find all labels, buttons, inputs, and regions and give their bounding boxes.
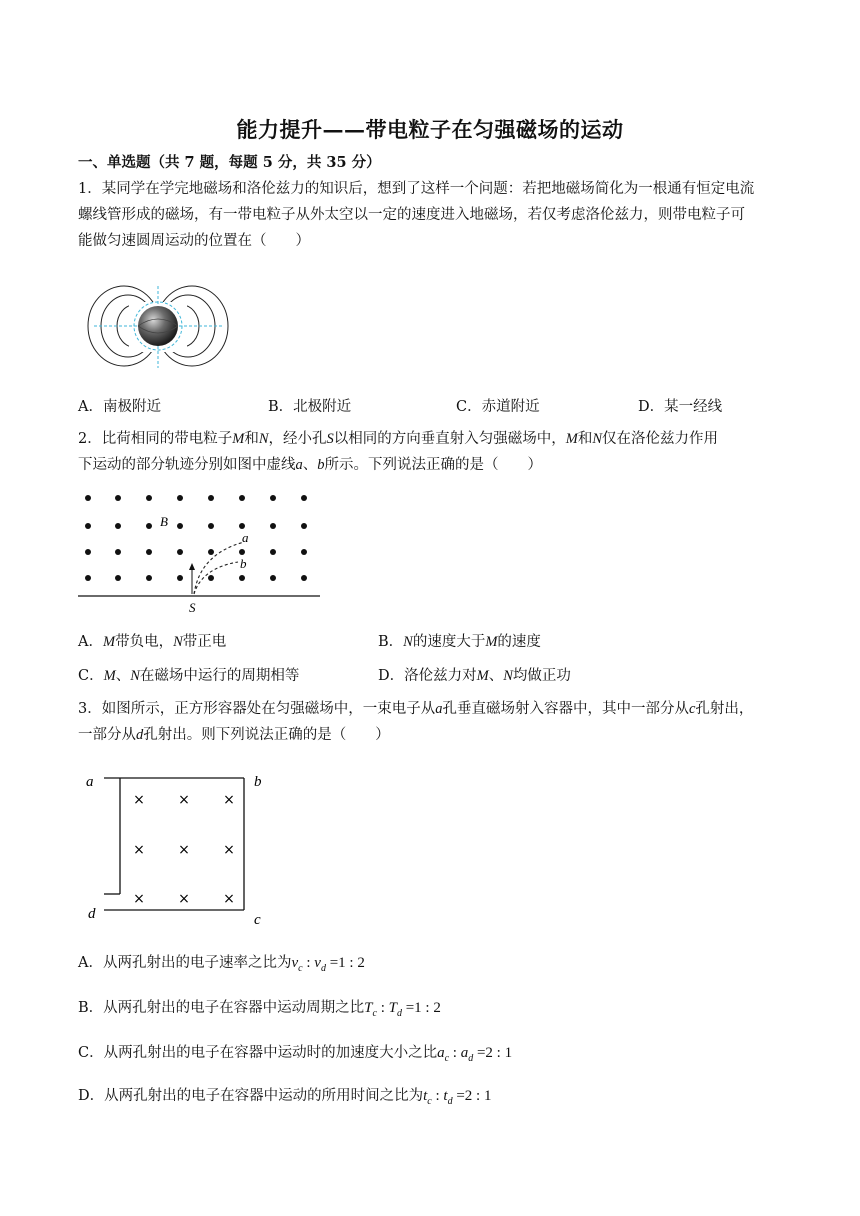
q3-option-b-formula: $T_c$ : $T_d =1$ : 2 bbox=[364, 1000, 441, 1019]
q3-option-c[interactable]: C．从两孔射出的电子在容器中运动时的加速度大小之比$a_c$ : $a_d =2$ : 1 bbox=[78, 1045, 513, 1064]
label-b: b bbox=[240, 556, 247, 571]
field-cross: × bbox=[178, 842, 190, 858]
page-title: 能力提升——带电粒子在匀强磁场的运动 bbox=[236, 117, 624, 142]
field-dot bbox=[115, 523, 121, 529]
question-3-text bbox=[78, 696, 798, 748]
field-dot bbox=[85, 523, 91, 529]
q2-option-c[interactable]: C．M、N在磁场中运行的周期相等 bbox=[78, 668, 300, 684]
field-dot bbox=[208, 575, 214, 581]
field-cross: × bbox=[223, 891, 235, 907]
label-a: a bbox=[242, 530, 249, 545]
field-dot bbox=[146, 523, 152, 529]
field-dots bbox=[85, 495, 307, 581]
question-2-text bbox=[78, 426, 798, 478]
field-dot bbox=[177, 495, 183, 501]
label-S: S bbox=[189, 600, 196, 615]
question-1-text bbox=[78, 176, 778, 254]
field-cross: × bbox=[133, 891, 145, 907]
q2-line-1: 2．比荷相同的带电粒子M和N，经小孔S以相同的方向垂直射入匀强磁场中，M和N仅在洛伦兹力作用 bbox=[78, 431, 719, 447]
field-dot bbox=[208, 523, 214, 529]
q1-line-1: 1．某同学在学完地磁场和洛伦兹力的知识后，想到了这样一个问题：若把地磁场简化为一根通有恒定电流 bbox=[78, 181, 755, 197]
q1-line-2: 螺线管形成的磁场，有一带电粒子从外太空以一定的速度进入地磁场，若仅考虑洛伦兹力，则带电粒子可 bbox=[78, 207, 745, 223]
field-dot bbox=[177, 549, 183, 555]
q3-line-2: 一部分从d孔射出。则下列说法正确的是（ ） bbox=[78, 727, 390, 743]
field-dot bbox=[301, 495, 307, 501]
field-cross: × bbox=[223, 842, 235, 858]
q1-option-b[interactable]: B．北极附近 bbox=[268, 399, 352, 415]
q3-option-b[interactable]: B．从两孔射出的电子在容器中运动周期之比$T_c$ : $T_d =1$ : 2 bbox=[78, 1000, 441, 1019]
q2-option-a[interactable]: A．M带负电，N带正电 bbox=[78, 634, 227, 650]
field-cross: × bbox=[133, 842, 145, 858]
earth-magnetic-field-figure bbox=[84, 282, 232, 384]
section-heading: 一、单选题（共 7 题，每题 5 分，共 35 分） bbox=[78, 154, 381, 171]
field-cross: × bbox=[133, 792, 145, 808]
q1-line-3: 能做匀速圆周运动的位置在（ ） bbox=[78, 233, 310, 249]
field-dot bbox=[85, 549, 91, 555]
field-dot bbox=[270, 575, 276, 581]
q3-option-c-formula: $a_c$ : $a_d =2$ : 1 bbox=[437, 1045, 513, 1064]
field-dot bbox=[115, 495, 121, 501]
q1-option-d[interactable]: D．某一经线 bbox=[638, 399, 723, 415]
field-dot bbox=[85, 495, 91, 501]
label-c: c bbox=[254, 912, 261, 928]
trajectory-a bbox=[194, 542, 244, 594]
q3-option-a-formula: $v_c$ : $v_d =1$ : 2 bbox=[291, 955, 365, 974]
q3-option-d[interactable]: D．从两孔射出的电子在容器中运动的所用时间之比为$t_c$ : $t_d =2$ : 1 bbox=[78, 1088, 492, 1107]
label-B: B bbox=[160, 514, 168, 529]
field-dot bbox=[177, 523, 183, 529]
field-dot bbox=[270, 523, 276, 529]
field-dot bbox=[208, 549, 214, 555]
field-dot bbox=[239, 495, 245, 501]
magnetic-field-trajectory-figure bbox=[76, 486, 322, 616]
field-dot bbox=[239, 575, 245, 581]
square-container-figure bbox=[82, 768, 272, 930]
q2-line-2: 下运动的部分轨迹分别如图中虚线a、b所示。下列说法正确的是（ ） bbox=[78, 457, 542, 473]
field-cross: × bbox=[178, 792, 190, 808]
field-dot bbox=[208, 495, 214, 501]
q3-line-1: 3．如图所示，正方形容器处在匀强磁场中，一束电子从a孔垂直磁场射入容器中，其中一部分从c孔射出， bbox=[78, 701, 754, 717]
field-dot bbox=[301, 523, 307, 529]
label-a: a bbox=[86, 774, 94, 790]
q3-option-a[interactable]: A．从两孔射出的电子速率之比为$v_c$ : $v_d =1$ : 2 bbox=[78, 955, 365, 974]
field-dot bbox=[177, 575, 183, 581]
field-dot bbox=[270, 549, 276, 555]
field-dot bbox=[115, 575, 121, 581]
field-dot bbox=[146, 549, 152, 555]
q2-option-b[interactable]: B．N的速度大于M的速度 bbox=[378, 634, 541, 650]
field-dot bbox=[85, 575, 91, 581]
field-dot bbox=[239, 523, 245, 529]
q1-option-c[interactable]: C．赤道附近 bbox=[456, 399, 540, 415]
field-dot bbox=[146, 575, 152, 581]
field-dot bbox=[146, 495, 152, 501]
field-dot bbox=[115, 549, 121, 555]
field-crosses bbox=[133, 792, 235, 907]
field-dot bbox=[239, 549, 245, 555]
label-b: b bbox=[254, 774, 262, 790]
field-dot bbox=[301, 575, 307, 581]
field-cross: × bbox=[178, 891, 190, 907]
field-cross: × bbox=[223, 792, 235, 808]
field-dot bbox=[270, 495, 276, 501]
label-d: d bbox=[88, 906, 96, 922]
field-dot bbox=[301, 549, 307, 555]
trajectory-b bbox=[194, 562, 238, 594]
q2-option-d[interactable]: D．洛伦兹力对M、N均做正功 bbox=[378, 668, 571, 684]
q1-option-a[interactable]: A．南极附近 bbox=[78, 399, 161, 415]
q3-option-d-formula: $t_c$ : $t_d =2$ : 1 bbox=[423, 1088, 492, 1107]
